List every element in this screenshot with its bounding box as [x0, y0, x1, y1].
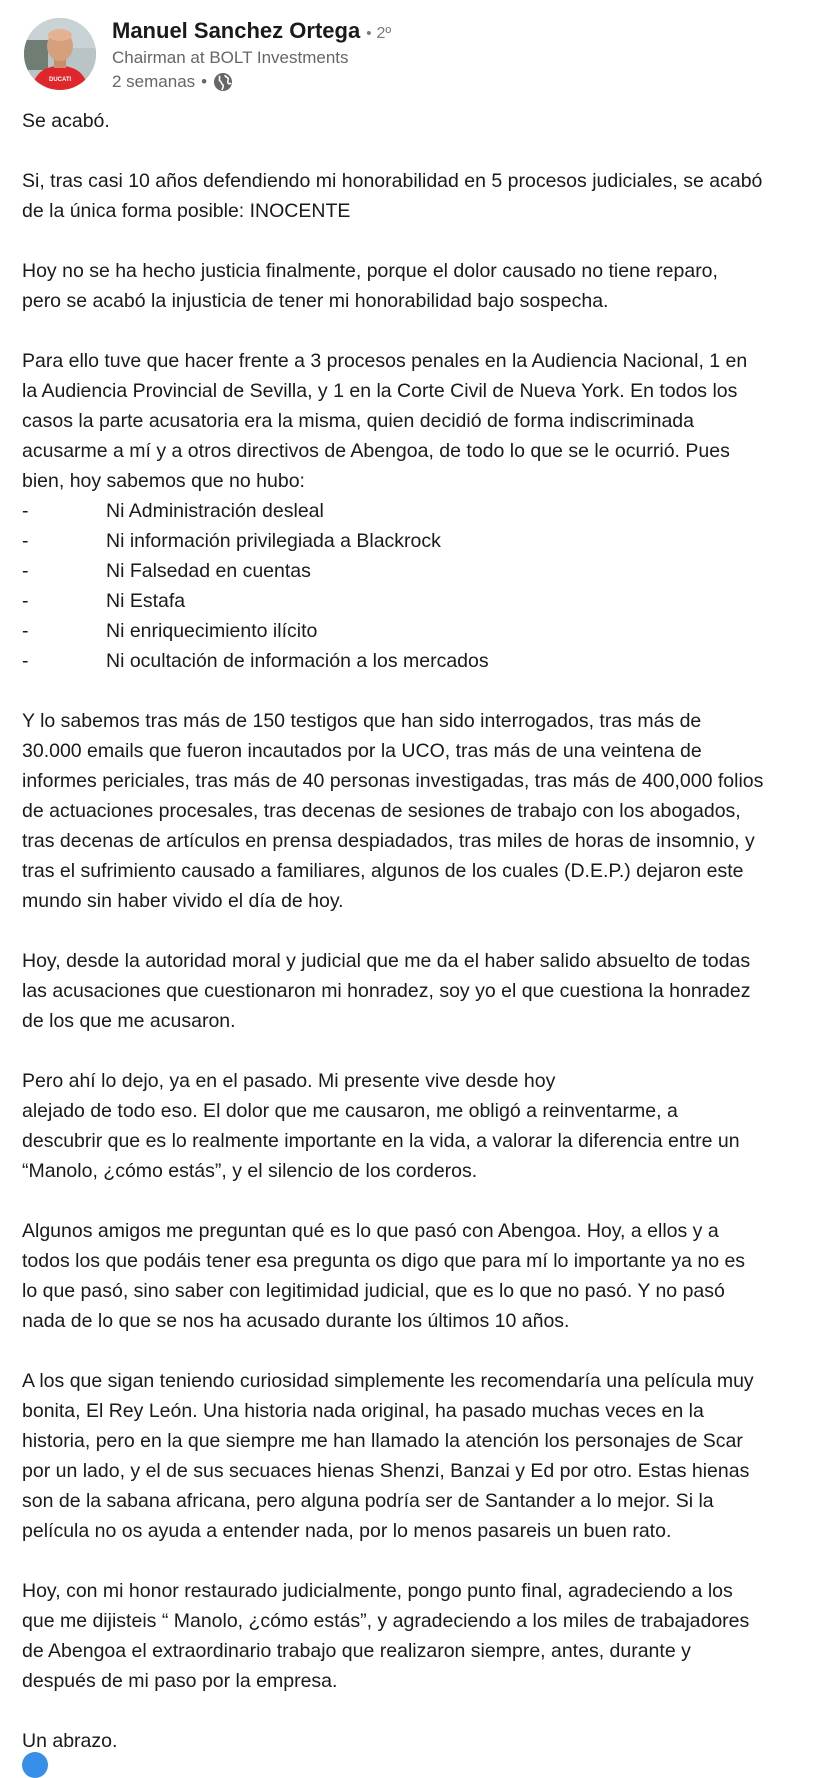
post-text-line: 30.000 emails que fueron incautados por la UCO, tras más de una veintena de — [22, 740, 702, 762]
post-paragraph — [22, 1726, 812, 1756]
list-item — [22, 496, 812, 526]
post-text-line: pero se acabó la injusticia de tener mi honorabilidad bajo sospecha. — [22, 290, 609, 312]
post-text-line: todos los que podáis tener esa pregunta os digo que para mí lo importante ya no es — [22, 1250, 746, 1272]
post-text-line: de actuaciones procesales, tras decenas de sesiones de trabajo con los abogados, — [22, 800, 741, 822]
post-text-line: son de la sabana africana, pero alguna podría ser de Santander a lo mejor. Si la — [22, 1490, 714, 1512]
globe-icon — [213, 72, 233, 92]
post-text-line: después de mi paso por la empresa. — [22, 1670, 338, 1692]
post-text-line: alejado de todo eso. El dolor que me causaron, me obligó a reinventarme, a — [22, 1100, 678, 1122]
post-paragraph — [22, 346, 812, 496]
post-text-line: Hoy, con mi honor restaurado judicialmente, pongo punto final, agradeciendo a los — [22, 1580, 733, 1602]
post-time[interactable]: 2 semanas — [112, 72, 196, 91]
post-text-line: Hoy, desde la autoridad moral y judicial que me da el haber salido absuelto de todas — [22, 950, 751, 972]
post-text-line: Y lo sabemos tras más de 150 testigos que han sido interrogados, tras más de — [22, 710, 702, 732]
list-item — [22, 526, 812, 556]
post-text-line: mundo sin haber vivido el día de hoy. — [22, 890, 344, 912]
list-item-text: Ni Falsedad en cuentas — [106, 560, 311, 582]
list-marker: - — [22, 530, 29, 552]
post-text-line: la Audiencia Provincial de Sevilla, y 1 en la Corte Civil de Nueva York. En todos los — [22, 380, 738, 402]
post-text-line: nada de lo que se nos ha acusado durante los últimos 10 años. — [22, 1310, 570, 1332]
author-info — [112, 18, 612, 94]
post-text-line: Algunos amigos me preguntan qué es lo que pasó con Abengoa. Hoy, a ellos y a — [22, 1220, 719, 1242]
post-text-line: de Abengoa el extraordinario trabajo que realizaron siempre, antes, durante y — [22, 1640, 691, 1662]
post-paragraph — [22, 1576, 812, 1696]
list-item-text: Ni Estafa — [106, 590, 186, 612]
post-text-line: lo que pasó, sino saber con legitimidad judicial, que es lo que no pasó. Y no pasó — [22, 1280, 725, 1302]
post-paragraph — [22, 1216, 812, 1336]
list-item — [22, 646, 812, 676]
post-text-line: de la única forma posible: INOCENTE — [22, 200, 351, 222]
post-paragraph — [22, 706, 812, 916]
post-text-line: “Manolo, ¿cómo estás”, y el silencio de los corderos. — [22, 1160, 478, 1182]
post-text-line: descubrir que es lo realmente importante en la vida, a valorar la diferencia entre un — [22, 1130, 740, 1152]
post-text-line: tras decenas de artículos en prensa despiadados, tras miles de horas de insomnio, y — [22, 830, 755, 852]
list-item — [22, 616, 812, 646]
post-text-line: Hoy no se ha hecho justicia finalmente, porque el dolor causado no tiene reparo, — [22, 260, 718, 282]
post-text-line: informes periciales, tras más de 40 personas investigadas, tras más de 400,000 folios — [22, 770, 764, 792]
avatar-shirt-logo: DUCATI — [49, 77, 72, 83]
list-item-text: Ni ocultación de información a los mercados — [106, 650, 489, 672]
post-text-line: Se acabó. — [22, 110, 110, 132]
post-paragraph — [22, 166, 812, 226]
list-item — [22, 586, 812, 616]
post-meta — [112, 70, 612, 94]
list-item-text: Ni Administración desleal — [106, 500, 324, 522]
post-text-line: acusarme a mí y a otros directivos de Abengoa, de todo lo que se le ocurrió. Pues — [22, 440, 730, 462]
post-paragraph — [22, 256, 812, 316]
author-name[interactable]: Manuel Sanchez Ortega — [112, 18, 361, 43]
name-separator: • — [366, 25, 372, 42]
meta-separator: • — [201, 72, 208, 91]
list-item-text: Ni información privilegiada a Blackrock — [106, 530, 441, 552]
list-marker: - — [22, 560, 29, 582]
accusation-list — [22, 496, 812, 676]
post-text-line: bien, hoy sabemos que no hubo: — [22, 470, 305, 492]
list-marker: - — [22, 650, 29, 672]
post-text-line: tras el sufrimiento causado a familiares, algunos de los cuales (D.E.P.) dejaron este — [22, 860, 744, 882]
avatar[interactable] — [24, 18, 96, 90]
avatar-photo — [24, 18, 96, 90]
post-text-line: película no os ayuda a entender nada, por lo menos pasareis un buen rato. — [22, 1520, 672, 1542]
post-text-line: Para ello tuve que hacer frente a 3 procesos penales en la Audiencia Nacional, 1 en — [22, 350, 748, 372]
post-text-line: las acusaciones que cuestionaron mi honradez, soy yo el que cuestiona la honradez — [22, 980, 751, 1002]
post-text-line: bonita, El Rey León. Una historia nada original, ha pasado muchas veces en la — [22, 1400, 704, 1422]
post-text-line: Pero ahí lo dejo, ya en el pasado. Mi presente vive desde hoy — [22, 1070, 556, 1092]
post-text-line: Un abrazo. — [22, 1730, 118, 1752]
post-text-line: de los que me acusaron. — [22, 1010, 236, 1032]
post-text-line: historia, pero en la que siempre me han llamado la atención los personajes de Scar — [22, 1430, 743, 1452]
post-paragraph — [22, 1366, 812, 1546]
post-text-line: casos la parte acusatoria era la misma, quien decidió de forma indiscriminada — [22, 410, 694, 432]
post-paragraph — [22, 106, 812, 136]
author-headline: Chairman at BOLT Investments — [112, 48, 349, 67]
post-text-line: por un lado, y el de sus secuaces hienas Shenzi, Banzai y Ed por otro. Estas hienas — [22, 1460, 750, 1482]
post-text-line: que me dijisteis “ Manolo, ¿cómo estás”, y agradeciendo a los miles de trabajadores — [22, 1610, 750, 1632]
list-item-text: Ni enriquecimiento ilícito — [106, 620, 318, 642]
list-marker: - — [22, 500, 29, 522]
post-paragraph — [22, 1066, 812, 1186]
post-body — [22, 106, 812, 1756]
post-text-line: Si, tras casi 10 años defendiendo mi honorabilidad en 5 procesos judiciales, se acabó — [22, 170, 763, 192]
connection-degree: 2º — [376, 25, 392, 42]
list-item — [22, 556, 812, 586]
list-marker: - — [22, 590, 29, 612]
list-marker: - — [22, 620, 29, 642]
post-text-line: A los que sigan teniendo curiosidad simplemente les recomendaría una película muy — [22, 1370, 754, 1392]
like-reaction-icon[interactable] — [22, 1752, 48, 1778]
post-paragraph — [22, 946, 812, 1036]
